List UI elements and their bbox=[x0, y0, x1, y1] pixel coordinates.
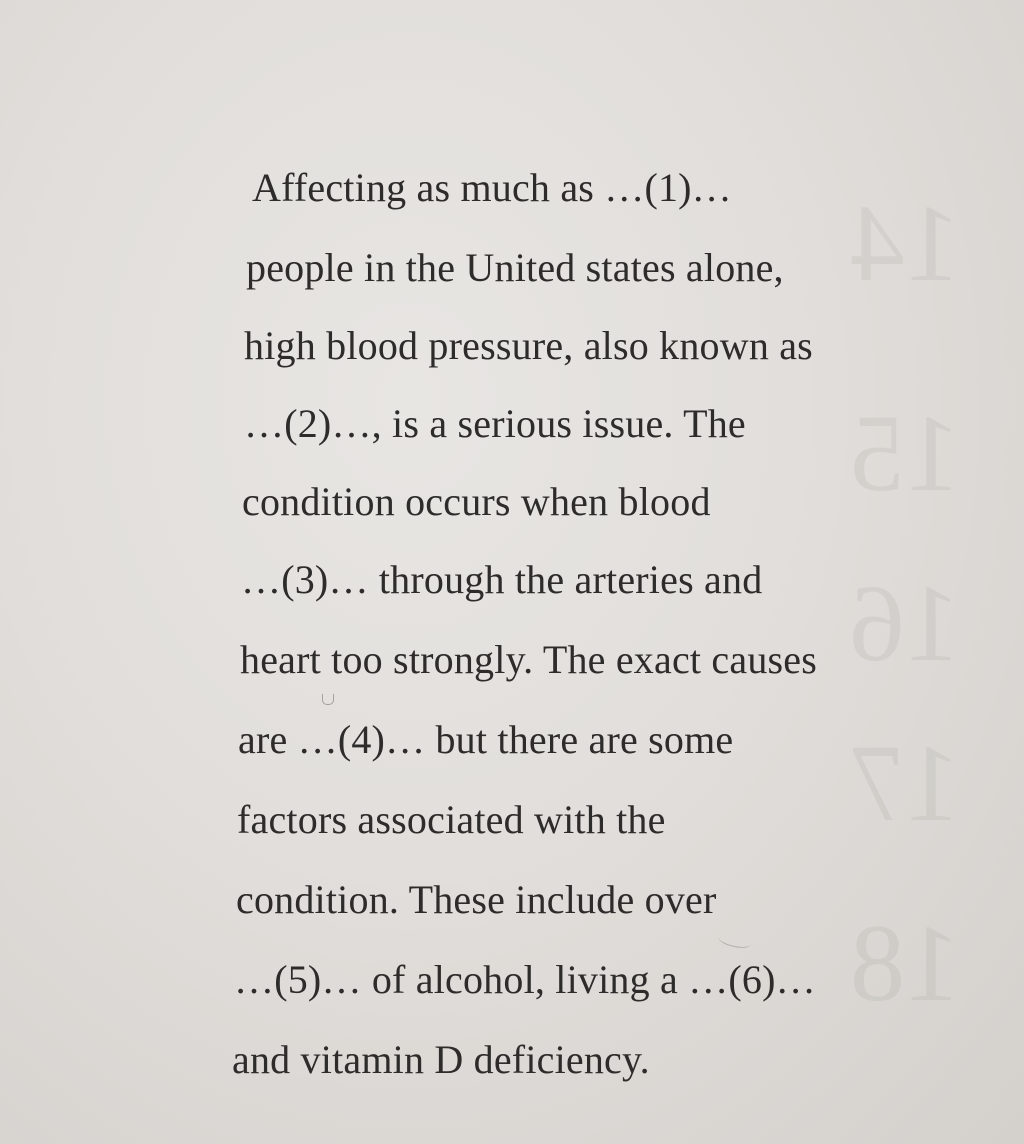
pencil-mark bbox=[322, 694, 334, 705]
passage-line: …(2)…, is a serious issue. The bbox=[244, 401, 746, 446]
passage-line: factors associated with the bbox=[237, 797, 666, 842]
passage-line: condition. These include over bbox=[236, 877, 717, 922]
passage-line: …(3)… through the arteries and bbox=[241, 557, 763, 602]
passage-line: …(5)… of alcohol, living a …(6)… bbox=[234, 957, 816, 1002]
passage-line: and vitamin D deficiency. bbox=[232, 1037, 650, 1082]
bleed-through-mark: 17 bbox=[850, 722, 960, 844]
passage-line: Affecting as much as …(1)… bbox=[252, 165, 732, 210]
bleed-through-mark: 16 bbox=[850, 562, 960, 684]
bleed-through-mark: 18 bbox=[850, 902, 960, 1024]
passage-line: high blood pressure, also known as bbox=[244, 323, 813, 368]
passage-line: people in the United states alone, bbox=[246, 245, 784, 290]
bleed-through-mark: 14 bbox=[850, 182, 960, 304]
passage-line: are …(4)… but there are some bbox=[238, 717, 734, 762]
bleed-through-mark: 15 bbox=[850, 392, 960, 514]
passage-line: condition occurs when blood bbox=[242, 479, 711, 524]
passage-line: heart too strongly. The exact causes bbox=[240, 637, 818, 682]
